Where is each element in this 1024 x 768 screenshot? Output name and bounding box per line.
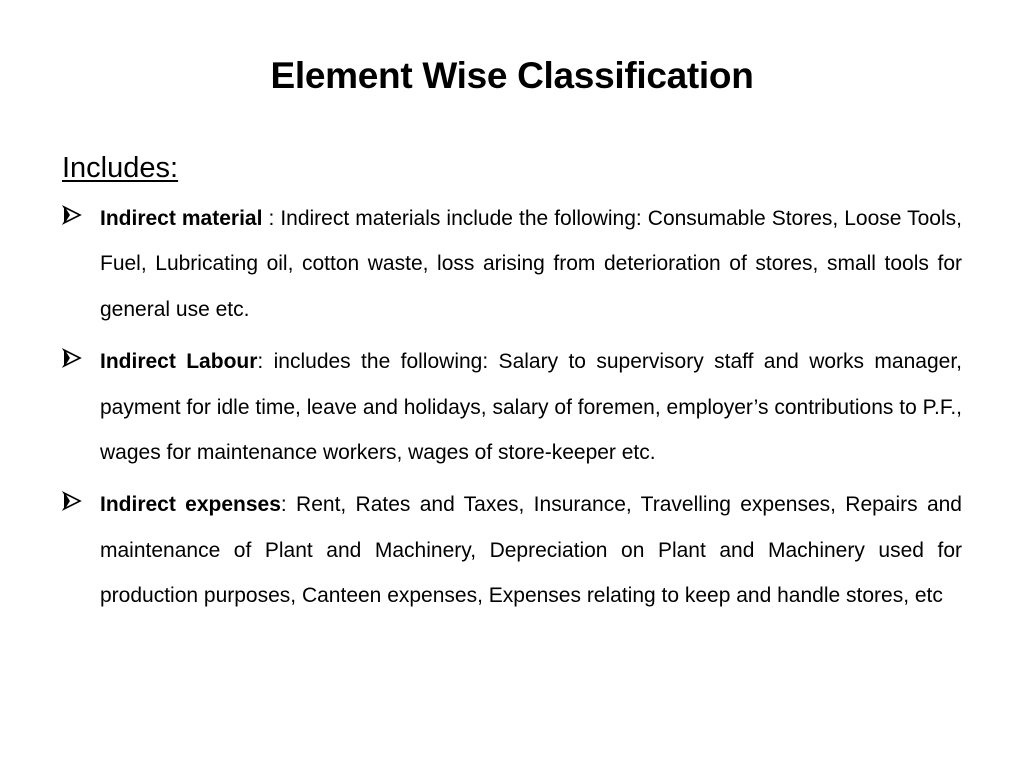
bullet-separator: : (262, 207, 281, 230)
bullet-text (100, 196, 962, 332)
bullet-term: Indirect expenses (100, 493, 281, 517)
bullet-list (62, 196, 962, 626)
subheading: Includes: (62, 152, 179, 184)
bullet-item-indirect-expenses (62, 482, 962, 618)
bullet-text (100, 339, 962, 475)
bullet-description: Indirect materials include the following: Consumable Stores, Loose Tools, Fuel, Lubricating oil, cotton waste, loss arising from deterioration of stores, small tools for general use etc. (100, 207, 962, 321)
bullet-separator: : (280, 493, 297, 517)
arrow-bullet-icon (62, 491, 82, 511)
bullet-item-indirect-labour (62, 339, 962, 475)
bullet-description: Rent, Rates and Taxes, Insurance, Travelling expenses, Repairs and maintenance of Plant and Machinery, Depreciation on Plant and Machinery used for production purposes, Canteen expenses, Expenses relating to keep and handle stores, etc (100, 493, 962, 608)
bullet-term: Indirect Labour (100, 350, 258, 374)
bullet-term: Indirect material (100, 207, 263, 230)
arrow-bullet-icon (62, 348, 82, 368)
bullet-separator: : (257, 350, 274, 374)
slide-title: Element Wise Classification (270, 55, 754, 96)
arrow-bullet-icon (62, 205, 82, 225)
bullet-description: includes the following: Salary to supervisory staff and works manager, payment for idle time, leave and holidays, salary of foremen, employer’s contributions to P.F., wages for maintenance workers, wages of store-keeper etc. (100, 350, 962, 465)
bullet-text (100, 482, 962, 618)
bullet-item-indirect-material (62, 196, 962, 332)
